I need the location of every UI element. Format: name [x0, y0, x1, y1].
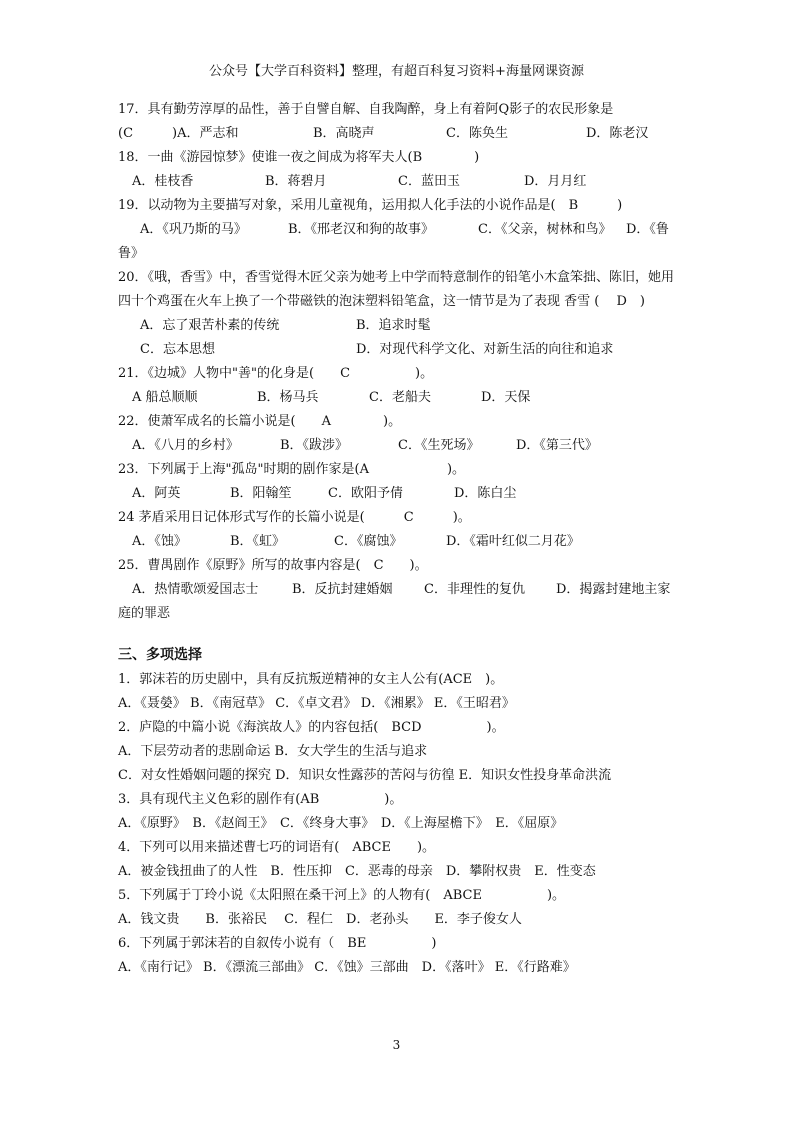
question-24-options: [118, 530, 678, 554]
option: C．《腐蚀》: [334, 534, 403, 549]
mc-line: 1．郭沫若的历史剧中，具有反抗叛逆精神的女主人公有(ACE )。: [118, 672, 504, 687]
mc-line: C．对女性婚姻问题的探究 D．知识女性露莎的苦闷与彷徨 E．知识女性投身革命洪流: [118, 768, 612, 783]
option: A．《八月的乡村》: [132, 438, 239, 453]
option: B．《虹》: [230, 534, 286, 549]
question-content: [118, 98, 678, 980]
mc-line: 6．下列属于郭沫若的自叙传小说有（ BE ): [118, 936, 437, 951]
question-21-stem: 21．《边城》人物中"善"的化身是( C )。: [118, 366, 434, 381]
mc-line: A．《南行记》 B．《漂流三部曲》 C．《蚀》三部曲 D．《落叶》 E．《行路难》: [118, 960, 576, 975]
question-19-options: [118, 218, 678, 242]
question-20-options-row2: [118, 338, 678, 362]
option: D．《霜叶红似二月花》: [446, 534, 580, 549]
option: C．《父亲，树林和鸟》: [478, 222, 612, 237]
option: B．阳翰笙: [230, 486, 292, 501]
section-title-multiple-choice: 三、多项选择: [118, 647, 202, 663]
question-25-options: [118, 578, 678, 602]
option: B．杨马兵: [257, 390, 319, 405]
question-23-options: [118, 482, 678, 506]
option: B．高晓声: [313, 126, 375, 141]
option: A．桂枝香: [132, 174, 194, 189]
question-20-options-row1: [118, 314, 678, 338]
question-19-stem: 19．以动物为主要描写对象，采用儿童视角，运用拟人化手法的小说作品是( B ): [118, 198, 623, 213]
question-22-stem: 22．使萧军成名的长篇小说是( A )。: [118, 414, 402, 429]
page-number: 3: [392, 1038, 401, 1052]
option: C．《生死场》: [398, 438, 480, 453]
mc-line: 3．具有现代主义色彩的剧作有(AB )。: [118, 792, 403, 807]
mc-line: 5．下列属于丁玲小说《太阳照在桑干河上》的人物有( ABCE )。: [118, 888, 566, 903]
question-20-stem: 20．《哦，香雪》中，香雪觉得木匠父亲为她考上中学而特意制作的铅笔小木盒笨拙、陈旧，她用四十个鸡蛋在火车上换了一个带磁铁的泡沫塑料铅笔盒，这一情节是为了表现 香雪 ( D ): [118, 270, 675, 309]
option: C．陈奂生: [446, 126, 508, 141]
option: D．天保: [481, 390, 531, 405]
question-25-continued: 庭的罪恶: [118, 606, 171, 621]
question-25-stem: 25．曹禺剧作《原野》所写的故事内容是( C )。: [118, 558, 428, 573]
option: A．《蚀》: [132, 534, 187, 549]
option: C．忘本思想: [140, 342, 215, 357]
question-21-options: [118, 386, 678, 410]
mc-line: A．《原野》 B．《赵阎王》 C．《终身大事》 D．《上海屋檐下》 E．《屈原》: [118, 816, 564, 831]
question-17-stem: 17．具有勤劳淳厚的品性，善于自譬自解、自我陶醉，身上有着阿Q影子的农民形象是: [118, 102, 614, 117]
option: B．反抗封建婚姻: [292, 582, 393, 597]
option: D．《第三代》: [516, 438, 598, 453]
option: B．蒋碧月: [265, 174, 327, 189]
question-18-stem: 18．一曲《游园惊梦》使谁一夜之间成为将军夫人(B ): [118, 150, 480, 165]
mc-line: A．钱文贵 B．张裕民 C．程仁 D．老孙头 E．李子俊女人: [118, 912, 522, 927]
mc-line: A．《聂嫈》 B．《南冠草》 C．《卓文君》 D．《湘累》 E．《王昭君》: [118, 696, 515, 711]
page-header: 公众号【大学百科资料】整理，有超百科复习资料+海量网课资源: [209, 64, 584, 79]
mc-line: A．下层劳动者的悲剧命运 B．女大学生的生活与追求: [118, 744, 428, 759]
option: (C )A．严志和: [118, 126, 239, 141]
question-19-continued: 鲁》: [118, 246, 145, 261]
option: A．热情歌颂爱国志士: [132, 582, 259, 597]
option: D．揭露封建地主家: [556, 582, 671, 597]
option: A 船总顺顺: [132, 390, 198, 405]
option: A．《巩乃斯的马》: [140, 222, 247, 237]
option: B．《邢老汉和狗的故事》: [288, 222, 435, 237]
option: D．对现代科学文化、对新生活的向往和追求: [356, 342, 614, 357]
option: A．阿英: [132, 486, 181, 501]
option: A．忘了艰苦朴素的传统: [140, 318, 280, 333]
mc-line: 4．下列可以用来描述曹七巧的词语有( ABCE )。: [118, 840, 436, 855]
question-24-stem: 24 茅盾采用日记体形式写作的长篇小说是( C )。: [118, 510, 471, 525]
option: C．老船夫: [369, 390, 431, 405]
option: C．欧阳予倩: [328, 486, 403, 501]
option: B．追求时髦: [356, 318, 431, 333]
question-18-options: [118, 170, 678, 194]
option: C．非理性的复仇: [424, 582, 525, 597]
mc-line: 2．庐隐的中篇小说《海滨故人》的内容包括( BCD )。: [118, 720, 505, 735]
question-22-options: [118, 434, 678, 458]
option: D．陈老汉: [586, 126, 649, 141]
option: D．陈白尘: [454, 486, 517, 501]
mc-line: A．被金钱扭曲了的人性 B．性压抑 C．恶毒的母亲 D．攀附权贵 E．性变态: [118, 864, 596, 879]
option: B．《跋涉》: [280, 438, 349, 453]
option: D．月月红: [524, 174, 587, 189]
option: C．蓝田玉: [398, 174, 460, 189]
option: D．《鲁: [626, 222, 669, 237]
question-17-options: [118, 122, 678, 146]
question-23-stem: 23．下列属于上海"孤岛"时期的剧作家是(A )。: [118, 462, 466, 477]
